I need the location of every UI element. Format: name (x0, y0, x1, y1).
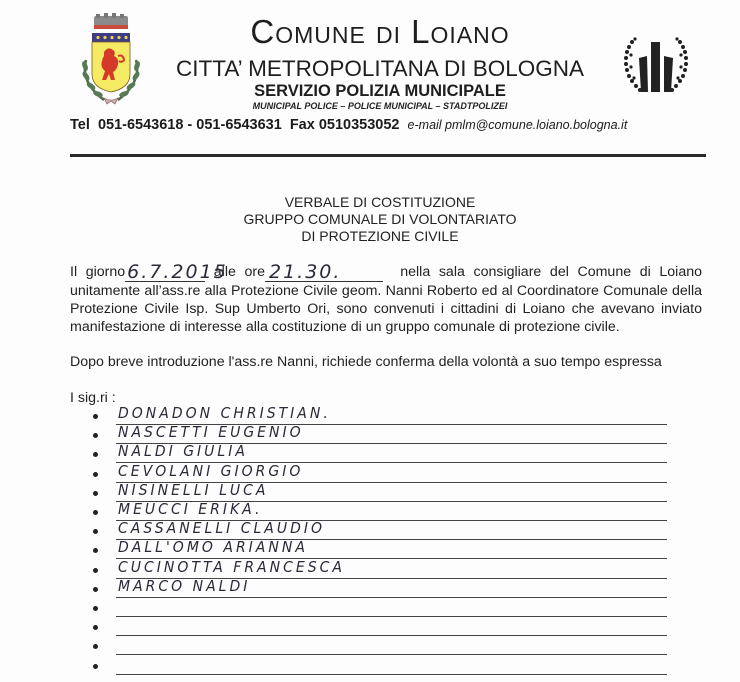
attendee-name: MARCO NALDI (118, 578, 251, 596)
title-line-1: VERBALE DI COSTITUZIONE (284, 194, 476, 210)
bullet-icon (93, 510, 98, 515)
bullet-icon (93, 568, 98, 573)
header-divider (70, 154, 706, 157)
attendee-row (0, 425, 740, 444)
bullet-icon (93, 587, 98, 592)
date-handwritten: 6.7.2015 (127, 261, 228, 283)
contact-line (70, 115, 710, 135)
attendee-row (0, 483, 740, 502)
bullet-icon (93, 606, 98, 611)
bullet-icon (93, 529, 98, 534)
bullet-icon (93, 414, 98, 419)
time-field (265, 263, 383, 282)
list-intro: I sig.ri : (70, 390, 116, 406)
tel-numbers: 051-6543618 - 051-6543631 (97, 117, 282, 133)
police-emblem-icon (618, 30, 694, 100)
bullet-icon (93, 433, 98, 438)
fax-number: 0510353052 (318, 117, 400, 133)
attendee-name: MEUCCI ERIKA. (118, 501, 263, 519)
attendee-row (0, 444, 740, 463)
intro-text: nella sala consigliare del Comune di Loiano unitamente all’ass.re alla Protezione Civile geom. Nanni Roberto ed al Coordinatore Comunale della Protezione Civile Isp. Sup Umberto Ori, sono convenuti i cittadini di Loiano che avevano inviato manifestazione di interesse alla costituzione di un gruppo comunale di protezione civile. (70, 264, 702, 335)
attendee-row (0, 502, 740, 521)
municipal-crest-icon (74, 12, 148, 106)
title-line-3: DI PROTEZIONE CIVILE (301, 228, 459, 244)
attendee-name: NALDI GIULIA (118, 443, 248, 461)
attendee-name: CUCINOTTA FRANCESCA (118, 559, 345, 576)
date-prefix: Il giorno (70, 264, 126, 280)
time-prefix: alle ore (213, 264, 265, 280)
fax-label: Fax (289, 117, 315, 133)
attendee-row (0, 636, 740, 655)
attendee-row (0, 521, 740, 540)
attendee-name: DONADON CHRISTIAN. (118, 405, 331, 423)
metropolitan-city: CITTA’ METROPOLITANA DI BOLOGNA (176, 56, 584, 81)
tel-label: Tel (70, 117, 90, 133)
bullet-icon (93, 548, 98, 553)
document-title (150, 194, 610, 245)
attendee-name: CEVOLANI GIORGIO (118, 463, 304, 480)
municipality-name: Comune di Loiano (250, 13, 510, 50)
date-field (125, 261, 228, 283)
bullet-icon (93, 625, 98, 630)
attendee-name: DALL'OMO ARIANNA (118, 539, 308, 557)
attendee-row (0, 464, 740, 483)
second-paragraph: Dopo breve introduzione l'ass.re Nanni, richiede conferma della volontà a suo tempo espressa (70, 354, 662, 370)
time-handwritten: 21.30. (269, 261, 342, 283)
attendee-row (0, 579, 740, 598)
police-translations: MUNICIPAL POLICE – POLICE MUNICIPAL – STADTPOLIZEI (252, 101, 508, 111)
bullet-icon (93, 664, 98, 669)
attendee-row (0, 656, 740, 675)
attendee-name: CASSANELLI CLAUDIO (118, 520, 326, 538)
bullet-icon (93, 491, 98, 496)
attendee-row (0, 617, 740, 636)
attendee-row (0, 598, 740, 617)
service-name: SERVIZIO POLIZIA MUNICIPALE (254, 82, 506, 100)
bullet-icon (93, 452, 98, 457)
email-address: e-mail pmlm@comune.loiano.bologna.it (407, 118, 628, 132)
title-line-2: GRUPPO COMUNALE DI VOLONTARIATO (243, 211, 517, 227)
intro-paragraph (70, 263, 702, 336)
bullet-icon (93, 472, 98, 477)
attendee-name: NISINELLI LUCA (118, 482, 269, 500)
attendee-row (0, 560, 740, 579)
attendee-name: NASCETTI EUGENIO (118, 424, 304, 442)
attendee-row (0, 540, 740, 559)
signature-line (116, 674, 667, 675)
attendee-row (0, 406, 740, 425)
bullet-icon (93, 644, 98, 649)
